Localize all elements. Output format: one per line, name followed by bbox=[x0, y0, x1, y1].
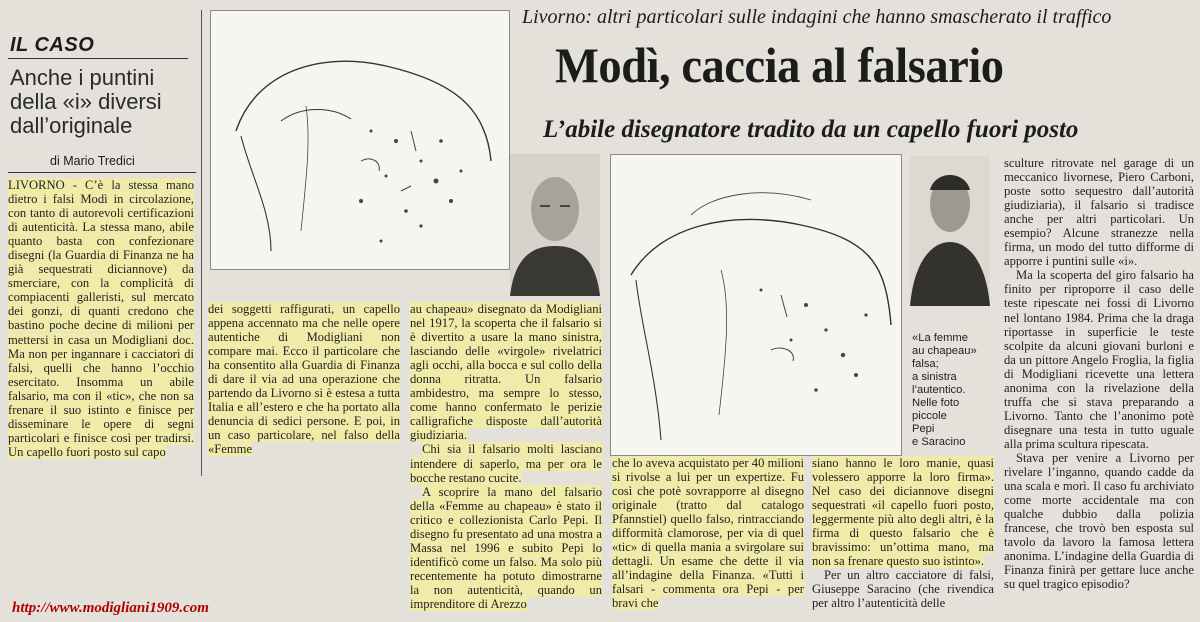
sidebar-headline-line: dall’originale bbox=[10, 113, 133, 138]
paragraph: Stava per venire a Livorno per rivelare l’inganno, quando cadde da una scala e morì. Il caso fu archiviato come morte accidentale ma con qualche dubbio dalla polizia francese, che trovò ben esposta sul tavolo da lavoro la famosa lettera anonima. L’indagine della Guardia di Finanza finirà per gettare luce anche su quel tragico episodio? bbox=[1004, 450, 1194, 592]
authentic-drawing bbox=[210, 10, 510, 270]
paragraph: A scoprire la mano del falsario della «Femme au chapeau» è stato il critico e collezionista Carlo Pepi. Il disegno fu presentato ad una mostra a Massa nel 1996 e subito Pepi lo identificò come un falso. Ma solo più recentemente ha potuto dimostrarne la non autenticità, quando un imprenditore di Arezzo bbox=[410, 484, 602, 611]
column-2 bbox=[208, 302, 400, 460]
column-6 bbox=[1004, 156, 1194, 614]
byline-rule bbox=[8, 172, 196, 173]
caption-line: au chapeau» bbox=[912, 345, 977, 357]
paragraph: siano hanno le loro manie, quasi volessero apporre la loro firma». Nel caso dei diciannove disegni sequestrati «il capello fuori posto, leggermente più alto degli altri, è la firma di questo falsario che è bravissimo: un’ottima mano, ma non sa frenare questo suo istinto». bbox=[812, 456, 994, 569]
paragraph: Ma la scoperta del giro falsario ha finito per riproporre il caso delle teste ripescate nei fossi di Livorno nel lontano 1984. Prima che la draga riportasse in superficie le teste scolpite da alcuni giovani burloni e da un pittore Angelo Froglia, la figlia di Modigliani ricevette una lettera anonima con la rivelazione della truffa che si stava preparando a Livorno. Tanto che l’anonimo potè disegnare una testa in tutto uguale alla prima scultura ripescata. bbox=[1004, 268, 1194, 451]
subheadline: L’abile disegnatore tradito da un capello fuori posto bbox=[543, 116, 1079, 143]
caption-line: Pepi bbox=[912, 423, 935, 435]
caption-line: piccole bbox=[912, 410, 947, 422]
paragraph: dei soggetti raffigurati, un capello appena accennato ma che nelle opere autentiche di Modigliani non compare mai. Ecco il particolare che ha consentito alla Guardia di Finanza di dare il via ad una operazione che partendo da Livorno si è estesa a tutta Italia e all’estero e che ha portato alla denuncia di sedici persone. E poi, in un caso particolare, nel falso della «Femme bbox=[208, 302, 400, 457]
sidebar-headline-line: della «i» diversi bbox=[10, 89, 162, 114]
paragraph: Chi sia il falsario molti lasciano intendere di saperlo, ma per ora le bocche restano cucite. bbox=[410, 442, 602, 485]
column-1 bbox=[8, 178, 194, 460]
kicker-underline bbox=[8, 58, 188, 59]
byline: di Mario Tredici bbox=[50, 154, 135, 168]
fake-drawing bbox=[610, 154, 902, 456]
supra-headline: Livorno: altri particolari sulle indagini che hanno smascherato il traffico bbox=[522, 6, 1112, 28]
photo-carlo-pepi bbox=[510, 154, 600, 296]
paragraph: au chapeau» disegnato da Modigliani nel 1917, la scoperta che il falsario si è divertito a usare la mano sinistra, lasciando delle «virgole» rivelatrici agli occhi, alla bocca e sul collo della donna ritratta. Un falsario ambidestro, ma sempre lo stesso, come hanno confermato le perizie calligrafiche disposte dall’autorità giudiziaria. bbox=[410, 302, 602, 443]
portrait-icon bbox=[910, 156, 990, 306]
portrait-icon bbox=[510, 154, 600, 296]
column-3 bbox=[410, 302, 602, 614]
column-4 bbox=[612, 456, 804, 614]
caption-line: e Saracino bbox=[912, 436, 966, 448]
column-5 bbox=[812, 456, 994, 614]
sidebar-headline-line: Anche i puntini bbox=[10, 65, 155, 90]
section-kicker: IL CASO bbox=[10, 34, 95, 56]
caption-line: «La femme bbox=[912, 332, 968, 344]
paragraph: Per un altro cacciatore di falsi, Giuseppe Saracino (che rivendica per altro l’autenticità delle bbox=[812, 568, 994, 611]
source-url[interactable]: http://www.modigliani1909.com bbox=[12, 600, 209, 616]
drawing-sketch bbox=[611, 155, 901, 455]
caption-line: l’autentico. bbox=[912, 384, 966, 396]
caption-line: falsa; bbox=[912, 358, 939, 370]
paragraph: che lo aveva acquistato per 40 milioni si rivolse a lui per un expertize. Fu così che potè sovrapporre al disegno originale (tratto dal catalogo Pfannstiel) quello falso, rintracciando difformità clamorose, per via di quel «tic» di quella mania a svirgolare sui dettagli. Un esame che dette il via all’indagine della Finanza. «Tutti i falsari - commenta ora Pepi - per bravi che bbox=[612, 456, 804, 611]
caption-line: Nelle foto bbox=[912, 397, 960, 409]
paragraph: LIVORNO - C’è la stessa mano dietro i falsi Modì in circolazione, con tanto di autorevoli certificazioni di autenticità. La stessa mano, abile quanto basta con confezionare disegni (la Guardia di Finanza ne ha già sequestrati diciannove) da smerciare, con la complicità di compiacenti galleristi, sul mercato dei gonzi, di quanti credono che bastino poche decine di milioni per mettersi in casa un Modigliani doc. Ma non per ingannare i cacciatori di falsi, quelli che hanno l’occhio esercitato. Insomma un abile falsario, ma con il «tic», che non sa frenare il suo istinto e finisce per disseminare le opere di segni particolari e finisce così per tradirsi. Un capello fuori posto sul capo bbox=[8, 178, 194, 459]
photo-caption bbox=[912, 332, 992, 449]
sidebar-headline bbox=[10, 66, 195, 138]
main-headline: Modì, caccia al falsario bbox=[555, 37, 1004, 93]
drawing-sketch bbox=[211, 11, 509, 269]
photo-giuseppe-saracino bbox=[910, 156, 990, 306]
caption-line: a sinistra bbox=[912, 371, 957, 383]
sidebar-vertical-rule bbox=[201, 10, 202, 476]
paragraph: sculture ritrovate nel garage di un meccanico livornese, Piero Carboni, poste sotto sequestro dall’autorità giudiziaria), il falsario si tradisce anche per altri particolari. Un esempio? Alcune stranezze nella firma, un modo del tutto difforme di apporre i puntini sulle «i». bbox=[1004, 156, 1194, 269]
